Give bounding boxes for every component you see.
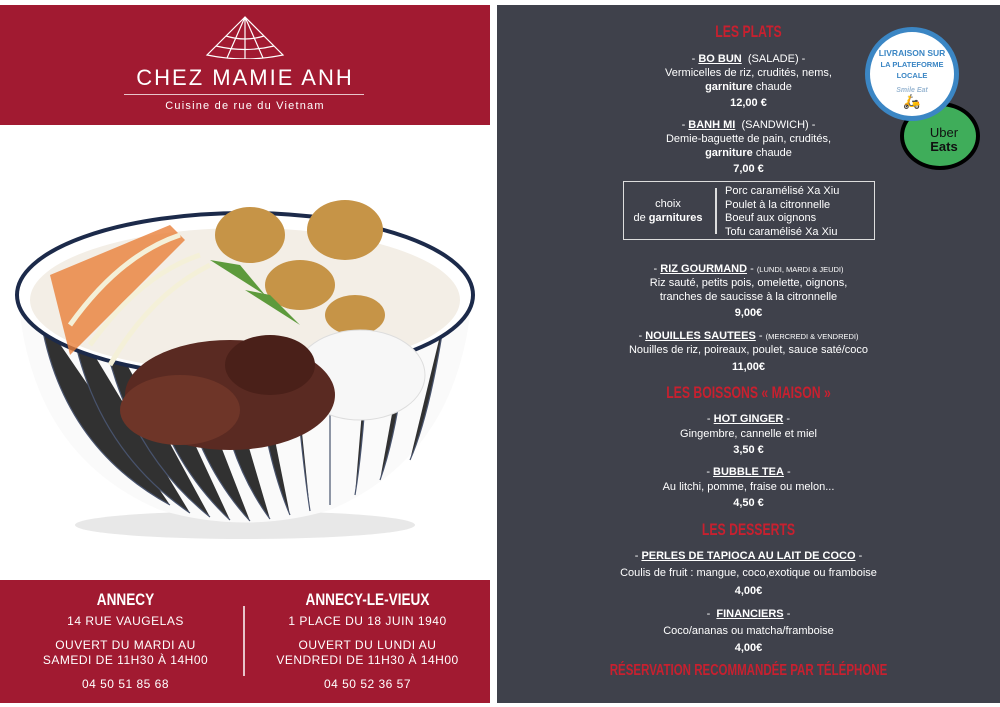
smile-eat-logo: Smile Eat <box>896 87 928 94</box>
item-name: RIZ GOURMAND <box>660 263 748 275</box>
badge-text: Uber <box>929 125 959 140</box>
badge-text: LA PLATEFORME LOCALE <box>880 60 944 80</box>
item-name: BUBBLE TEA <box>713 466 784 478</box>
item-desc: Au litchi, pomme, fraise ou melon... <box>662 481 835 493</box>
location-city: ANNECY-LE-VIEUX <box>305 590 430 609</box>
location-annecy <box>8 590 243 692</box>
menu-item-bubble-tea: - BUBBLE TEA - <box>706 466 791 478</box>
item-desc: Coulis de fruit : mangue, coco,exotique ou framboise <box>620 567 877 579</box>
conical-hat-logo-icon <box>205 15 285 59</box>
menu-item-bo-bun: - BO BUN (SALADE) - <box>691 53 806 65</box>
item-price: 9,00€ <box>734 307 763 319</box>
item-desc: Nouilles de riz, poireaux, poulet, sauce saté/coco <box>628 344 869 356</box>
item-days: (LUNDI, MARDI & JEUDI) <box>756 265 844 274</box>
bo-bun-photo <box>0 125 490 580</box>
item-price: 11,00€ <box>731 361 766 373</box>
badge-text: LIVRAISON SUR <box>878 48 946 58</box>
garnish-option: Tofu caramélisé Xa Xiu <box>725 225 838 238</box>
location-phone[interactable]: 04 50 52 36 57 <box>323 677 412 691</box>
scooter-icon: 🛵 <box>903 93 921 109</box>
menu-item-riz-gourmand: - RIZ GOURMAND - (LUNDI, MARDI & JEUDI) <box>653 263 844 275</box>
item-name: PERLES DE TAPIOCA AU LAIT DE COCO <box>641 550 856 562</box>
location-hours: SAMEDI DE 11H30 À 14H00 <box>42 653 209 667</box>
section-title-plats: LES PLATS <box>715 22 782 41</box>
garnish-choice-box <box>623 181 875 240</box>
item-price: 4,00€ <box>734 642 763 654</box>
location-city: ANNECY <box>96 590 155 609</box>
item-name: HOT GINGER <box>713 413 784 425</box>
item-desc: garniture chaude <box>705 147 792 159</box>
item-desc: Gingembre, cannelle et miel <box>680 428 817 440</box>
garnish-option: Porc caramélisé Xa Xiu <box>725 185 840 197</box>
divider <box>243 606 245 676</box>
item-name: BANH MI <box>688 119 736 131</box>
menu-item-hot-ginger: - HOT GINGER - <box>706 413 791 425</box>
item-desc: tranches de saucisse à la citronnelle <box>659 291 838 303</box>
section-title-boissons: LES BOISSONS « MAISON » <box>666 383 831 402</box>
item-price: 12,00 € <box>730 97 767 109</box>
location-hours: OUVERT DU LUNDI AU <box>298 638 437 652</box>
item-desc: Riz sauté, petits pois, omelette, oignons, <box>649 277 848 289</box>
menu-item-financiers: - FINANCIERS - <box>706 608 791 620</box>
location-address: 1 PLACE DU 18 JUIN 1940 <box>288 614 447 628</box>
menu-item-tapioca: - PERLES DE TAPIOCA AU LAIT DE COCO - <box>634 550 863 562</box>
garnish-label: choix de garnitures <box>633 198 703 224</box>
brand-name: CHEZ MAMIE ANH <box>136 65 354 90</box>
tagline: Cuisine de rue du Vietnam <box>165 100 325 112</box>
badge-text: Eats <box>930 139 958 154</box>
bracket <box>715 188 717 234</box>
item-name: FINANCIERS <box>716 608 784 620</box>
menu-item-banh-mi: - BANH MI (SANDWICH) - <box>681 119 816 131</box>
smile-eat-badge[interactable] <box>865 27 959 121</box>
location-phone[interactable]: 04 50 51 85 68 <box>81 677 170 691</box>
item-price: 7,00 € <box>733 163 764 175</box>
divider <box>124 94 364 95</box>
left-panel <box>0 5 490 703</box>
location-address: 14 RUE VAUGELAS <box>67 614 184 628</box>
brand-header <box>0 5 490 125</box>
location-hours: OUVERT DU MARDI AU <box>55 638 196 652</box>
item-price: 3,50 € <box>733 444 764 456</box>
garnish-option: Poulet à la citronnelle <box>725 198 831 211</box>
item-name: BO BUN <box>698 53 742 65</box>
locations-footer <box>0 580 490 703</box>
item-desc: Demie-baguette de pain, crudités, <box>665 133 832 145</box>
item-desc: garniture chaude <box>705 81 792 93</box>
garnish-options <box>725 185 839 239</box>
menu-item-nouilles: - NOUILLES SAUTEES - (MERCREDI & VENDREDI) <box>638 330 859 342</box>
menu-panel <box>497 5 1000 703</box>
item-desc: Vermicelles de riz, crudités, nems, <box>665 67 832 79</box>
garnish-option: Boeuf aux oignons <box>725 212 817 224</box>
item-sub: (SANDWICH) <box>741 119 809 131</box>
item-desc: Coco/ananas ou matcha/framboise <box>663 625 834 637</box>
item-sub: (SALADE) <box>747 53 799 65</box>
reservation-note: RÉSERVATION RECOMMANDÉE PAR TÉLÉPHONE <box>609 662 888 679</box>
location-annecy-le-vieux <box>250 590 485 692</box>
location-hours: VENDREDI DE 11H30 À 14H00 <box>276 653 459 667</box>
item-price: 4,00€ <box>734 585 763 597</box>
section-title-desserts: LES DESSERTS <box>701 520 796 539</box>
item-price: 4,50 € <box>733 497 764 509</box>
item-name: NOUILLES SAUTEES <box>645 330 756 342</box>
item-days: (MERCREDI & VENDREDI) <box>765 332 859 341</box>
